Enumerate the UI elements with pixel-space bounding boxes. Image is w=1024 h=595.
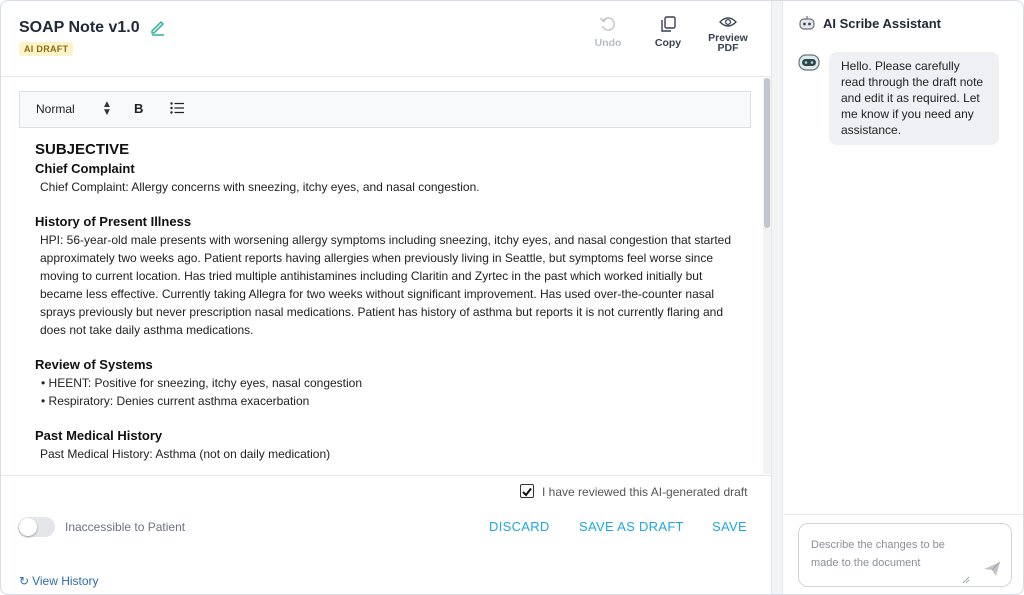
section-title: SUBJECTIVE xyxy=(35,141,130,158)
pane-divider xyxy=(772,1,783,595)
copy-button[interactable] xyxy=(638,15,698,49)
list-item: • Respiratory: Denies current asthma exacerbation xyxy=(41,394,310,408)
assistant-pane xyxy=(772,1,1024,595)
robot-icon xyxy=(798,15,816,31)
note-editor-pane xyxy=(1,1,772,595)
note-footer xyxy=(1,475,772,595)
text-style-select[interactable]: Normal xyxy=(36,102,75,116)
send-icon[interactable] xyxy=(983,561,1001,577)
pmh-text: Past Medical History: Asthma (not on daily medication) xyxy=(40,447,331,461)
copy-label: Copy xyxy=(654,37,682,49)
pdf-label: PDF xyxy=(717,42,739,54)
view-history-label: View History xyxy=(32,574,99,588)
undo-button[interactable] xyxy=(578,15,638,49)
undo-label: Undo xyxy=(594,37,622,49)
undo-icon xyxy=(599,15,617,33)
chief-complaint-text: Chief Complaint: Allergy concerns with sneezing, itchy eyes, and nasal congestion. xyxy=(40,180,480,194)
bot-avatar-icon xyxy=(798,53,820,73)
review-checkbox[interactable] xyxy=(520,484,534,498)
save-as-draft-button[interactable]: SAVE AS DRAFT xyxy=(579,519,684,534)
copy-icon xyxy=(659,15,677,33)
hpi-text: HPI: 56-year-old male presents with worsening allergy symptoms including sneezing, itchy eyes, and nasal congestion that started approximately two weeks ago. Patient reports having allergies when previously living in Seattle, but symptoms feel worse since moving to current location. Has tried multiple antihistamines including Claritin and Zyrtec in the past which worked initially but became less effective. Currently taking Allegra for two weeks without significant improvement. Has used over-the-counter nasal sprays previously but never prescription nasal medications. Patient has history of asthma but reports it is not currently flaring and does not take daily asthma medications. xyxy=(40,233,732,337)
checkmark-icon xyxy=(521,486,533,498)
note-title: SOAP Note v1.0 xyxy=(19,19,140,36)
note-editor[interactable] xyxy=(1,78,772,474)
review-checkbox-label: I have reviewed this AI-generated draft xyxy=(542,485,748,499)
assistant-title: AI Scribe Assistant xyxy=(823,16,942,31)
list-item: • HEENT: Positive for sneezing, itchy eyes, nasal congestion xyxy=(41,376,363,390)
patient-access-toggle[interactable] xyxy=(18,517,55,537)
note-content[interactable] xyxy=(35,141,740,463)
history-icon: ↻ xyxy=(19,574,30,588)
select-arrows-icon[interactable]: ▲ ▼ xyxy=(102,99,112,118)
editor-scrollbar-thumb[interactable] xyxy=(764,78,770,228)
view-history-link[interactable] xyxy=(19,574,99,588)
resize-grip-icon[interactable] xyxy=(962,576,970,584)
assistant-message: Hello. Please carefully read through the draft note and edit it as required. Let me know if you need any assistance. xyxy=(829,52,999,145)
chat-input[interactable] xyxy=(798,523,1012,587)
pencil-edit-icon[interactable] xyxy=(149,18,167,36)
hpi-heading: History of Present Illness xyxy=(35,214,192,229)
bullet-list-icon[interactable] xyxy=(170,102,184,114)
chat-input-area xyxy=(784,514,1024,595)
chief-complaint-heading: Chief Complaint xyxy=(35,161,135,176)
discard-button[interactable]: DISCARD xyxy=(489,519,550,534)
save-button[interactable]: SAVE xyxy=(712,519,747,534)
toggle-knob xyxy=(19,518,37,536)
format-toolbar xyxy=(19,91,751,128)
patient-access-label: Inaccessible to Patient xyxy=(65,520,186,534)
chat-input-placeholder: Describe the changes to be made to the document xyxy=(811,539,945,569)
note-header xyxy=(1,1,772,77)
bold-button[interactable]: B xyxy=(134,101,144,116)
ros-heading: Review of Systems xyxy=(35,357,153,372)
preview-label: Preview xyxy=(708,32,748,44)
pmh-heading: Past Medical History xyxy=(35,428,163,443)
ai-draft-badge: AI DRAFT xyxy=(19,42,73,56)
preview-pdf-button[interactable] xyxy=(698,15,758,53)
eye-icon xyxy=(719,15,737,29)
